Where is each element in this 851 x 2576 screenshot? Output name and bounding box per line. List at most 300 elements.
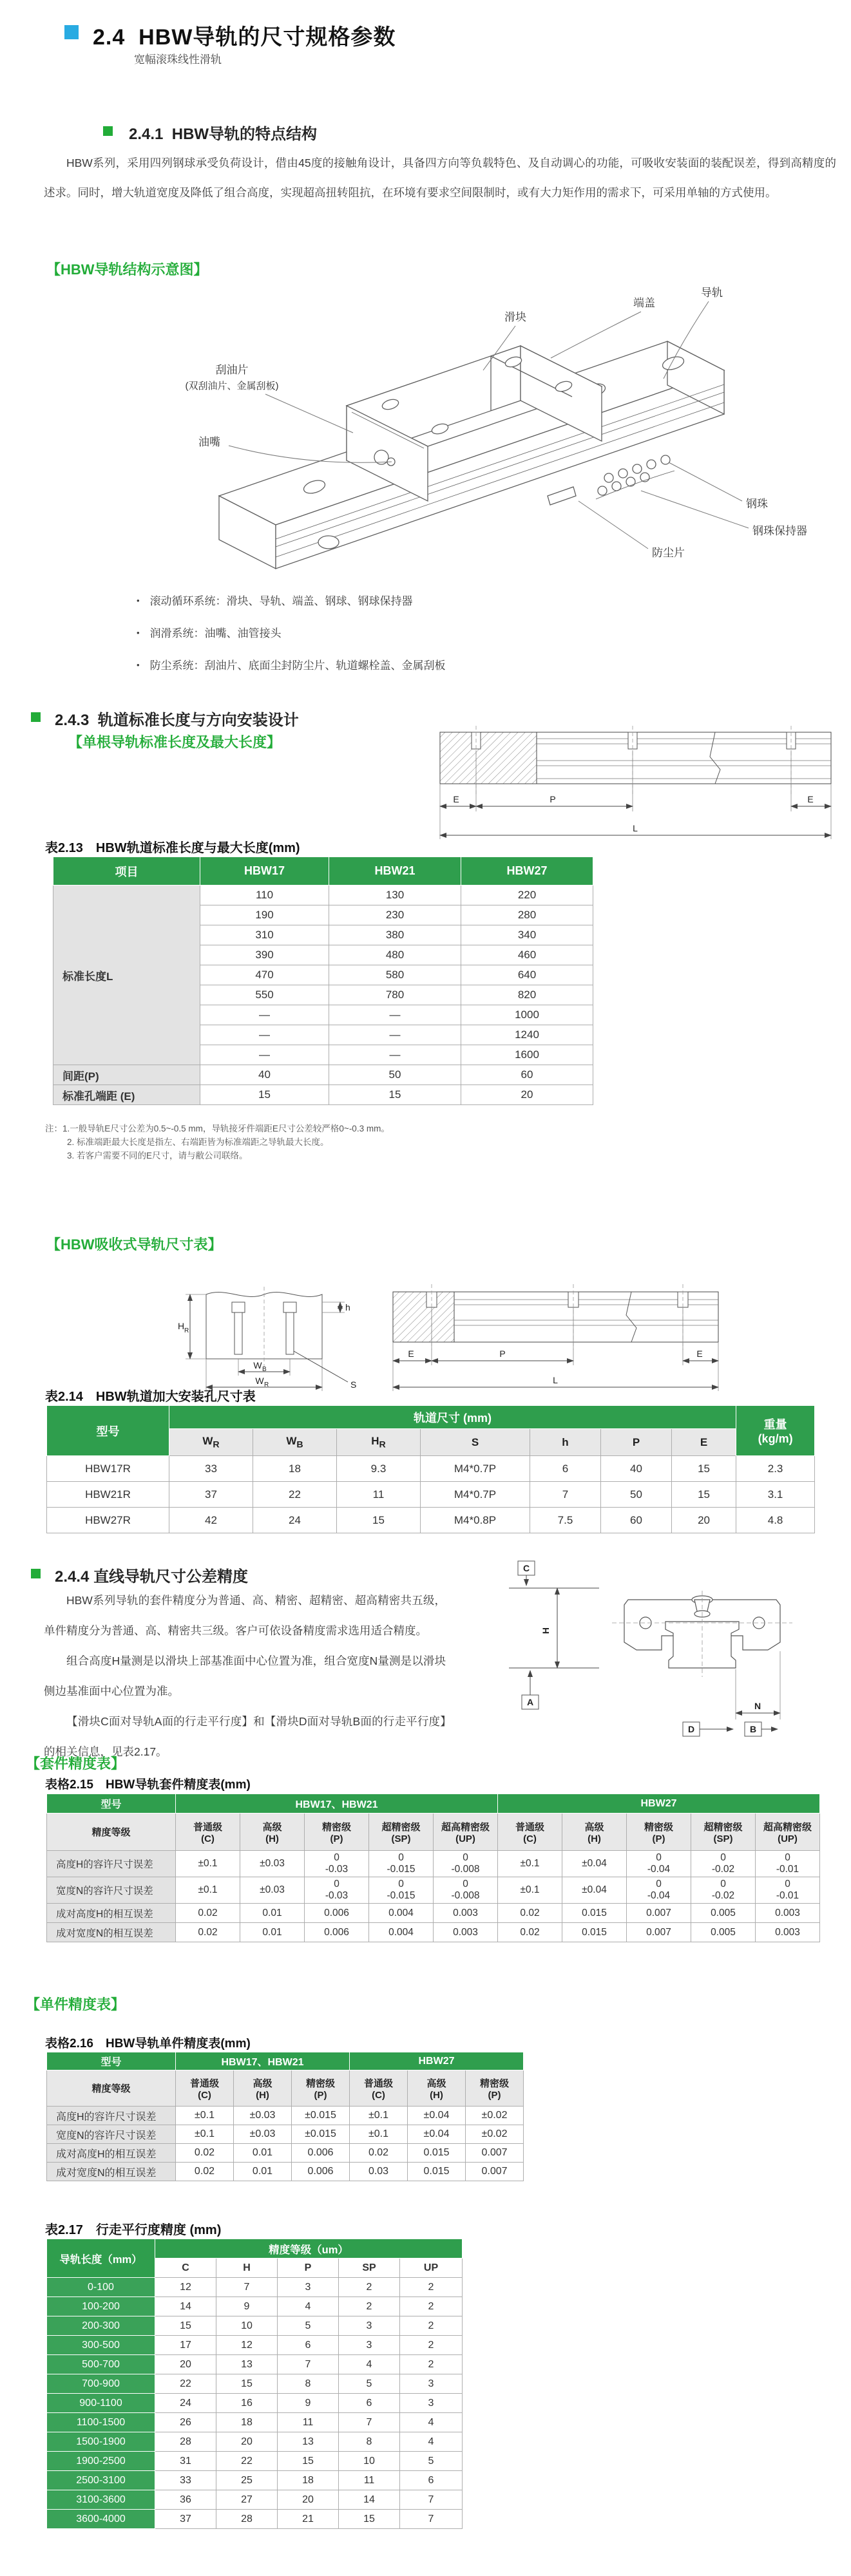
table-cell: 6: [400, 2471, 463, 2490]
table-cell: 18: [253, 1456, 337, 1482]
table-cell: ±0.1: [350, 2125, 408, 2144]
label-nipple: 油嘴: [198, 436, 220, 448]
table-cell: 20: [672, 1508, 736, 1533]
structure-diagram: [97, 283, 851, 580]
table-cell: 7: [278, 2355, 339, 2374]
table-row: [47, 1814, 820, 1851]
table-cell: 0.007: [627, 1904, 691, 1923]
table-cell: 高级 (H): [240, 1814, 305, 1851]
table-cell: 15: [329, 1085, 461, 1105]
table-cell: ±0.1: [498, 1877, 562, 1904]
table-cell: 6: [278, 2336, 339, 2355]
dim-h: H: [540, 1627, 551, 1634]
table-cell: M4*0.8P: [421, 1508, 530, 1533]
page-title-row: [64, 19, 396, 51]
table-cell: 0 -0.01: [756, 1877, 820, 1904]
table-cell: ±0.1: [498, 1851, 562, 1877]
table-cell: 31: [155, 2452, 216, 2471]
sec244-heading: [55, 1564, 248, 1586]
table-enlarged-hole: [46, 1405, 815, 1533]
table-cell: 0.01: [240, 1904, 305, 1923]
table-cell: 3100-3600: [47, 2490, 155, 2510]
table-cell: 7: [216, 2278, 278, 2297]
dim-p: P: [550, 794, 556, 804]
table-cell: 33: [169, 1456, 253, 1482]
table214-title: 表2.14 HBW轨道加大安装孔尺寸表: [45, 1390, 256, 1404]
table-cell: 0.003: [756, 1923, 820, 1942]
table-cell: 0.006: [305, 1904, 369, 1923]
table-cell: 0 -0.02: [691, 1877, 756, 1904]
table-cell: 11: [339, 2471, 400, 2490]
table-cell: M4*0.7P: [421, 1482, 530, 1508]
table-cell: ±0.04: [408, 2125, 466, 2144]
datum-a: A: [526, 1697, 534, 1707]
table-row: [47, 1923, 820, 1942]
table-cell: ±0.1: [350, 2107, 408, 2125]
table-cell: ±0.04: [408, 2107, 466, 2125]
sec243-subheading: 【单根导轨标准长度及最大长度】: [68, 734, 282, 750]
table-cell: 0.01: [240, 1923, 305, 1942]
table-cell: 230: [329, 905, 461, 925]
table-cell: P: [601, 1429, 672, 1456]
table-row: [47, 2394, 463, 2413]
table-cell: 40: [200, 1065, 329, 1085]
sec243-heading-row: [31, 707, 299, 730]
table-cell: 11: [278, 2413, 339, 2432]
table-row: [47, 2471, 463, 2490]
table-cell: 500-700: [47, 2355, 155, 2374]
label-wiper-sub: (双刮油片、金属刮板): [185, 381, 279, 392]
feature-list: [137, 585, 446, 681]
table-cell: 0 -0.008: [434, 1877, 498, 1904]
table-cell: 成对宽度N的相互误差: [47, 1923, 176, 1942]
table-cell: 0 -0.015: [369, 1877, 434, 1904]
table-cell: 宽度N的容许尺寸误差: [47, 2125, 176, 2144]
list-item: • 润滑系统：油嘴、油管接头: [137, 617, 446, 649]
table-cell: 0.015: [562, 1904, 627, 1923]
table-row: [53, 857, 593, 886]
table-cell: 24: [253, 1508, 337, 1533]
table-row: [47, 2490, 463, 2510]
sec244-num: 2.4.4: [55, 1568, 90, 1586]
table-cell: 精度等级: [47, 2070, 176, 2107]
table-cell: 15: [672, 1482, 736, 1508]
table-cell: HBW17、HBW21: [176, 1794, 498, 1814]
table-cell: HBW27: [461, 857, 593, 886]
table-cell: 精密级 (P): [292, 2070, 350, 2107]
table-row: [47, 1904, 820, 1923]
table-cell: 9: [278, 2394, 339, 2413]
table-cell: 50: [601, 1482, 672, 1508]
table-cell: 15: [155, 2316, 216, 2336]
table-cell: 4: [339, 2355, 400, 2374]
table-cell: 2: [400, 2316, 463, 2336]
table-cell: 1240: [461, 1025, 593, 1045]
table-cell: 7: [400, 2510, 463, 2529]
table-cell: 0.015: [408, 2144, 466, 2163]
table-cell: 0 -0.015: [369, 1851, 434, 1877]
table-row: [47, 2355, 463, 2374]
table-row: [47, 2374, 463, 2394]
table-cell: —: [200, 1045, 329, 1065]
table-cell: 3.1: [736, 1482, 815, 1508]
dim-wb: W: [253, 1360, 262, 1370]
table-cell: 20: [216, 2432, 278, 2452]
dim-n: N: [754, 1701, 761, 1711]
table-cell: 轨道尺寸 (mm): [169, 1406, 736, 1429]
precision-datum-diagram: [509, 1560, 851, 1753]
label-endcap: 端盖: [633, 297, 655, 309]
table-cell: 2.3: [736, 1456, 815, 1482]
table-cell: 0 -0.01: [756, 1851, 820, 1877]
table-row: [47, 1482, 815, 1508]
table-cell: 1500-1900: [47, 2432, 155, 2452]
datum-c: C: [522, 1563, 530, 1573]
table-cell: 0.006: [305, 1923, 369, 1942]
note-line: 2. 标准端距最大长度是指左、右端距皆为标准端距之导轨最大长度。: [67, 1137, 329, 1147]
table-cell: $H_R$: [337, 1429, 421, 1456]
table-row: [47, 2316, 463, 2336]
table-cell: HBW21R: [47, 1482, 169, 1508]
table217-title: 表2.17 行走平行度精度 (mm): [45, 2223, 222, 2237]
table-cell: H: [216, 2259, 278, 2278]
dim-hr: H: [178, 1321, 185, 1331]
table-cell: 精密级 (P): [627, 1814, 691, 1851]
table-cell: 8: [339, 2432, 400, 2452]
table-cell: 33: [155, 2471, 216, 2490]
page-title-num: 2.4: [93, 25, 126, 50]
table-cell: 22: [155, 2374, 216, 2394]
table-cell: UP: [400, 2259, 463, 2278]
table-row: [47, 1406, 815, 1429]
table-cell: ±0.04: [562, 1877, 627, 1904]
table-cell: 5: [339, 2374, 400, 2394]
table-cell: 2500-3100: [47, 2471, 155, 2490]
table-cell: 0.03: [350, 2163, 408, 2181]
table-cell: 型号: [47, 2052, 176, 2070]
table-cell: 高度H的容许尺寸误差: [47, 1851, 176, 1877]
table-cell: 0.005: [691, 1904, 756, 1923]
table-cell: 2: [339, 2297, 400, 2316]
table-cell: 12: [155, 2278, 216, 2297]
page-title: [93, 19, 396, 51]
table-cell: 3600-4000: [47, 2510, 155, 2529]
table-cell: 10: [216, 2316, 278, 2336]
table-cell: 0.01: [234, 2163, 292, 2181]
table-cell: 0.006: [292, 2163, 350, 2181]
label-dustproof: 防尘片: [652, 547, 685, 559]
table-cell: 28: [216, 2510, 278, 2529]
table-cell: SP: [339, 2259, 400, 2278]
table-row: [47, 2452, 463, 2471]
table-cell: 0.02: [176, 1923, 240, 1942]
dim-h: h: [345, 1302, 350, 1312]
table-cell: —: [329, 1025, 461, 1045]
table213-notes: [45, 1122, 390, 1162]
dim-wr: W: [255, 1376, 264, 1386]
table-cell: —: [329, 1005, 461, 1025]
table-cell: 精度等级（um）: [155, 2239, 463, 2259]
table-cell: 普通级 (C): [176, 1814, 240, 1851]
table-cell: 20: [278, 2490, 339, 2510]
sec241-num: 2.4.1: [129, 126, 164, 143]
table-cell: S: [421, 1429, 530, 1456]
table-cell: 15: [200, 1085, 329, 1105]
sec244-paragraphs: [44, 1586, 446, 1767]
single-precision-heading: 【单件精度表】: [26, 1996, 126, 2012]
table-row: [47, 2510, 463, 2529]
table-cell: 超高精密级 (UP): [756, 1814, 820, 1851]
table-cell: 28: [155, 2432, 216, 2452]
table-cell: 2: [339, 2278, 400, 2297]
table-cell: 标准长度L: [53, 886, 200, 1065]
table-cell: —: [329, 1045, 461, 1065]
table-cell: HBW17R: [47, 1456, 169, 1482]
table-row: [47, 2278, 463, 2297]
sec243-title: 轨道标准长度与方向安装设计: [97, 712, 299, 729]
rail-length-diagram: [438, 724, 837, 847]
table-cell: 超高精密级 (UP): [434, 1814, 498, 1851]
table-cell: $W_R$: [169, 1429, 253, 1456]
table-row: [53, 1065, 593, 1085]
table-cell: 1100-1500: [47, 2413, 155, 2432]
table-cell: 5: [278, 2316, 339, 2336]
table-cell: 60: [461, 1065, 593, 1085]
table-row: [47, 2070, 524, 2107]
table-cell: 1000: [461, 1005, 593, 1025]
table-cell: 130: [329, 886, 461, 905]
table-cell: 7.5: [530, 1508, 601, 1533]
table-cell: 11: [337, 1482, 421, 1508]
table-cell: 380: [329, 925, 461, 945]
table-cell: ±0.03: [240, 1877, 305, 1904]
table-cell: 2: [400, 2278, 463, 2297]
table-cell: 27: [216, 2490, 278, 2510]
sec241-heading: [129, 121, 317, 144]
table-cell: 5: [400, 2452, 463, 2471]
table-cell: 580: [329, 965, 461, 985]
sec241-heading-row: [103, 121, 317, 144]
table-cell: ±0.015: [292, 2125, 350, 2144]
absorb-heading: 【HBW吸收式导轨尺寸表】: [46, 1236, 222, 1253]
table-cell: 重量 (kg/m): [736, 1406, 815, 1456]
table-row: [47, 2432, 463, 2452]
table-cell: 550: [200, 985, 329, 1005]
table-cell: 4.8: [736, 1508, 815, 1533]
table-cell: ±0.03: [234, 2107, 292, 2125]
table-cell: 间距(P): [53, 1065, 200, 1085]
dim-e1: E: [408, 1349, 414, 1359]
table-cell: 190: [200, 905, 329, 925]
table-cell: 18: [278, 2471, 339, 2490]
table-cell: 0.01: [234, 2144, 292, 2163]
table-cell: 25: [216, 2471, 278, 2490]
table-cell: 200-300: [47, 2316, 155, 2336]
table-cell: 15: [216, 2374, 278, 2394]
datum-d: D: [687, 1724, 695, 1734]
table-cell: 普通级 (C): [498, 1814, 562, 1851]
label-slider: 滑块: [504, 311, 526, 323]
table-cell: 0 -0.03: [305, 1877, 369, 1904]
table-row: [47, 1456, 815, 1482]
dim-e2: E: [696, 1349, 703, 1359]
table-cell: 高级 (H): [408, 2070, 466, 2107]
table-cell: 26: [155, 2413, 216, 2432]
table-cell: 3: [278, 2278, 339, 2297]
table-cell: 3: [339, 2316, 400, 2336]
dim-s: S: [350, 1379, 357, 1390]
table-cell: 20: [155, 2355, 216, 2374]
table-cell: ±0.02: [466, 2107, 524, 2125]
table216-title: 表格2.16 HBW导轨单件精度表(mm): [45, 2037, 251, 2050]
table-cell: 17: [155, 2336, 216, 2355]
table-cell: 7: [400, 2490, 463, 2510]
table-standard-length: [53, 857, 593, 1105]
table-cell: 项目: [53, 857, 200, 886]
table-cell: 36: [155, 2490, 216, 2510]
sec244-paragraph: 组合高度H量测是以滑块上部基准面中心位置为准，组合宽度N量测是以滑块侧边基准面中心位置为准。: [44, 1654, 446, 1698]
table-cell: 0.003: [756, 1904, 820, 1923]
table-cell: 高级 (H): [234, 2070, 292, 2107]
table-cell: $W_B$: [253, 1429, 337, 1456]
table-cell: 0.006: [292, 2144, 350, 2163]
table-cell: 1600: [461, 1045, 593, 1065]
table-cell: 7: [339, 2413, 400, 2432]
table-cell: 标准孔端距 (E): [53, 1085, 200, 1105]
table-cell: 成对宽度N的相互误差: [47, 2163, 176, 2181]
table-cell: 2: [400, 2336, 463, 2355]
dim-hr-sub: R: [184, 1327, 189, 1334]
table-cell: 0.007: [466, 2144, 524, 2163]
table-cell: ±0.1: [176, 2125, 234, 2144]
structure-diagram-title: 【HBW导轨结构示意图】: [46, 261, 208, 278]
dim-e2: E: [807, 794, 814, 804]
table-single-precision: [46, 2052, 524, 2181]
sec241-paragraph: HBW系列，采用四列钢球承受负荷设计，借由45度的接触角设计，具备四方向等负载特色、及自动调心的功能，可吸收安装面的装配误差，得到高精度的述求。同时，增大轨道宽度及降低了组合高度，实现超高扭转阻抗，在环境有要求空间限制时，或有大力矩作用的需求下，可采用单轴的方式使用。: [44, 156, 836, 199]
table-row: [47, 2144, 524, 2163]
table-cell: 280: [461, 905, 593, 925]
table-cell: 0.02: [176, 1904, 240, 1923]
table-cell: P: [278, 2259, 339, 2278]
table-row: [47, 1851, 820, 1877]
table-cell: 0 -0.04: [627, 1877, 691, 1904]
table-row: [47, 2297, 463, 2316]
table-cell: 0.004: [369, 1923, 434, 1942]
table-cell: 超精密级 (SP): [369, 1814, 434, 1851]
table-cell: 20: [461, 1085, 593, 1105]
table-cell: 900-1100: [47, 2394, 155, 2413]
table-cell: —: [200, 1025, 329, 1045]
sec243-heading: [55, 707, 299, 730]
table-cell: 普通级 (C): [350, 2070, 408, 2107]
table-cell: 310: [200, 925, 329, 945]
table-cell: ±0.1: [176, 2107, 234, 2125]
table-cell: ±0.1: [176, 1877, 240, 1904]
table-cell: 13: [216, 2355, 278, 2374]
table-cell: 0 -0.02: [691, 1851, 756, 1877]
table-cell: 340: [461, 925, 593, 945]
dim-l: L: [553, 1375, 558, 1385]
table-cell: 0 -0.04: [627, 1851, 691, 1877]
table-cell: 0 -0.03: [305, 1851, 369, 1877]
table-cell: 0.007: [627, 1923, 691, 1942]
table-cell: 3: [400, 2374, 463, 2394]
table-cell: 2: [400, 2355, 463, 2374]
table-cell: 60: [601, 1508, 672, 1533]
table-cell: 导轨长度（mm）: [47, 2239, 155, 2278]
page-title-text: HBW导轨的尺寸规格参数: [139, 25, 396, 50]
table-cell: ±0.03: [240, 1851, 305, 1877]
table-cell: ±0.04: [562, 1851, 627, 1877]
table-parallelism: [46, 2239, 463, 2529]
table-cell: 15: [672, 1456, 736, 1482]
table213-title: 表2.13 HBW轨道标准长度与最大长度(mm): [45, 841, 300, 855]
table-cell: 0.003: [434, 1923, 498, 1942]
table-cell: 4: [400, 2432, 463, 2452]
label-rail: 导轨: [701, 287, 723, 299]
table-cell: 15: [337, 1508, 421, 1533]
table-cell: 50: [329, 1065, 461, 1085]
section-marker-blue-icon: [64, 25, 79, 39]
table-cell: 宽度N的容许尺寸误差: [47, 1877, 176, 1904]
table-cell: 0.02: [350, 2144, 408, 2163]
table-row: [47, 2336, 463, 2355]
table-cell: 40: [601, 1456, 672, 1482]
table-cell: M4*0.7P: [421, 1456, 530, 1482]
table-cell: 37: [169, 1482, 253, 1508]
table-cell: 14: [339, 2490, 400, 2510]
table-cell: 3: [400, 2394, 463, 2413]
table-row: [47, 2413, 463, 2432]
table-cell: 1900-2500: [47, 2452, 155, 2471]
table215-title: 表格2.15 HBW导轨套件精度表(mm): [45, 1778, 251, 1792]
table-cell: 300-500: [47, 2336, 155, 2355]
table-cell: 14: [155, 2297, 216, 2316]
note-line: 3. 若客户需要不同的E尺寸，请与敝公司联络。: [67, 1151, 248, 1160]
table-cell: 700-900: [47, 2374, 155, 2394]
table-cell: E: [672, 1429, 736, 1456]
table-cell: 型号: [47, 1406, 169, 1456]
table-cell: HBW27: [350, 2052, 524, 2070]
kit-precision-heading: 【套件精度表】: [26, 1756, 126, 1772]
section-marker-green-icon: [31, 1569, 41, 1578]
table-row: [47, 2163, 524, 2181]
table-cell: 480: [329, 945, 461, 965]
table-cell: 普通级 (C): [176, 2070, 234, 2107]
table-cell: 4: [400, 2413, 463, 2432]
section-marker-green-icon: [31, 712, 41, 722]
table-cell: 3: [339, 2336, 400, 2355]
table-cell: 6: [339, 2394, 400, 2413]
note-line: 注：1.一般导轨E尺寸公差为0.5~-0.5 mm，导轨接牙件端距E尺寸公差较严格0~-0.3 mm。: [45, 1124, 390, 1133]
table-cell: 0.005: [691, 1923, 756, 1942]
sec244-heading-row: [31, 1564, 248, 1586]
sec243-num: 2.4.3: [55, 712, 90, 729]
table-cell: 0.003: [434, 1904, 498, 1923]
table-cell: 4: [278, 2297, 339, 2316]
table-cell: 100-200: [47, 2297, 155, 2316]
table-cell: 7: [530, 1482, 601, 1508]
datum-b: B: [749, 1724, 757, 1734]
table-cell: 0 -0.008: [434, 1851, 498, 1877]
table-cell: 0-100: [47, 2278, 155, 2297]
table-cell: ±0.03: [234, 2125, 292, 2144]
table-cell: 0.02: [498, 1904, 562, 1923]
table-kit-precision: [46, 1794, 820, 1942]
table-cell: 10: [339, 2452, 400, 2471]
dim-p: P: [499, 1349, 506, 1359]
table-cell: 37: [155, 2510, 216, 2529]
